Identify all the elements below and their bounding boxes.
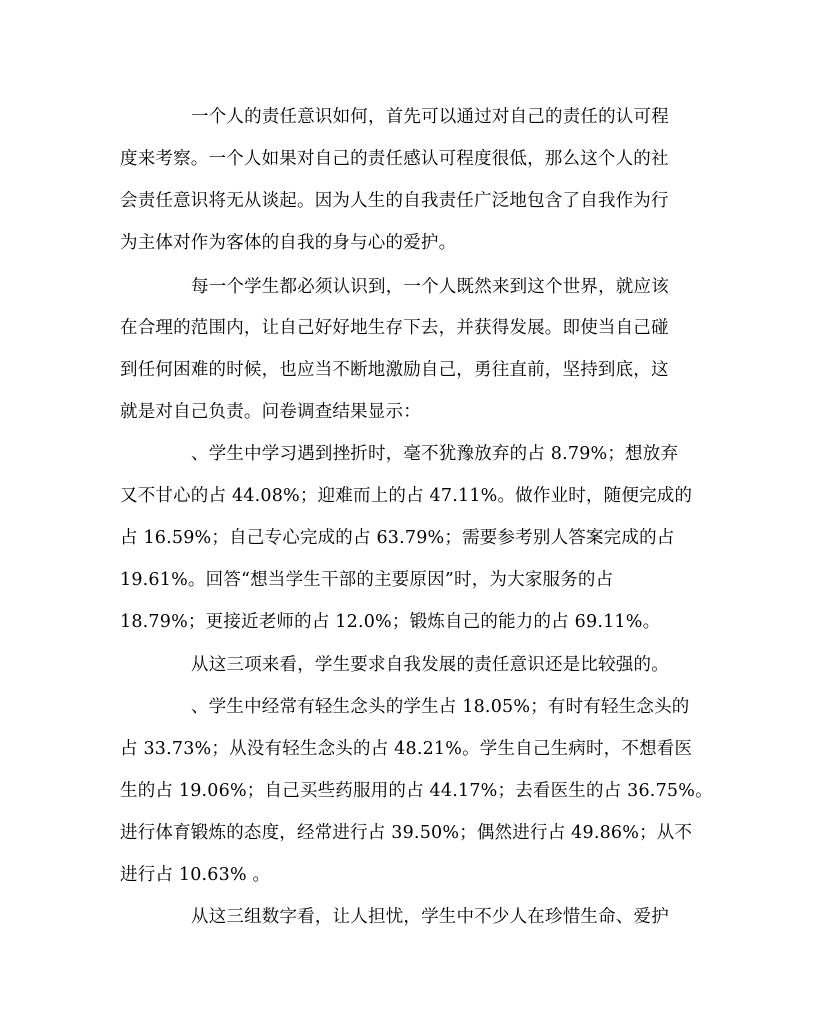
paragraph-3-line-3: 占 16.59%；自己专心完成的占 63.79%；需要参考别人答案完成的占	[120, 528, 675, 548]
paragraph-1-line-2: 度来考察。一个人如果对自己的责任感认可程度很低，那么这个人的社	[120, 149, 669, 169]
paragraph-2-line-4: 就是对自己负责。问卷调查结果显示：	[120, 402, 421, 422]
paragraph-2-line-2: 在合理的范围内，让自己好好地生存下去，并获得发展。即使当自己碰	[120, 318, 669, 338]
paragraph-5-line-5: 进行占 10.63% 。	[120, 865, 271, 885]
paragraph-3-line-5: 18.79%；更接近老师的占 12.0%；锻炼自己的能力的占 69.11%。	[120, 612, 661, 632]
paragraph-5-line-2: 占 33.73%；从没有轻生念头的占 48.21%。学生自己生病时，不想看医	[120, 739, 693, 759]
paragraph-5-line-1: 、学生中经常有轻生念头的学生占 18.05%；有时有轻生念头的	[191, 697, 690, 717]
paragraph-1-line-4: 为主体对作为客体的自我的身与心的爱护。	[120, 233, 457, 253]
paragraph-3-line-2: 又不甘心的占 44.08%；迎难而上的占 47.11%。做作业时，随便完成的	[120, 486, 693, 506]
paragraph-3-line-1: 、学生中学习遇到挫折时，毫不犹豫放弃的占 8.79%；想放弃	[191, 444, 679, 464]
paragraph-3-line-4: 19.61%。回答“想当学生干部的主要原因”时，为大家服务的占	[120, 570, 614, 590]
paragraph-1-line-1: 一个人的责任意识如何，首先可以通过对自己的责任的认可程	[191, 107, 669, 127]
paragraph-1-line-3: 会责任意识将无从谈起。因为人生的自我责任广泛地包含了自我作为行	[120, 191, 669, 211]
paragraph-6-line-1: 从这三组数字看，让人担忧，学生中不少人在珍惜生命、爱护	[191, 907, 669, 927]
paragraph-5-line-4: 进行体育锻炼的态度，经常进行占 39.50%；偶然进行占 49.86%；从不	[120, 823, 693, 843]
paragraph-4-line-1: 从这三项来看，学生要求自我发展的责任意识还是比较强的。	[191, 655, 669, 675]
paragraph-5-line-3: 生的占 19.06%；自己买些药服用的占 44.17%；去看医生的占 36.75%。	[120, 781, 713, 801]
paragraph-2-line-1: 每一个学生都必须认识到，一个人既然来到这个世界，就应该	[191, 277, 669, 297]
paragraph-2-line-3: 到任何困难的时候，也应当不断地激励自己，勇往直前，坚持到底，这	[120, 360, 669, 380]
